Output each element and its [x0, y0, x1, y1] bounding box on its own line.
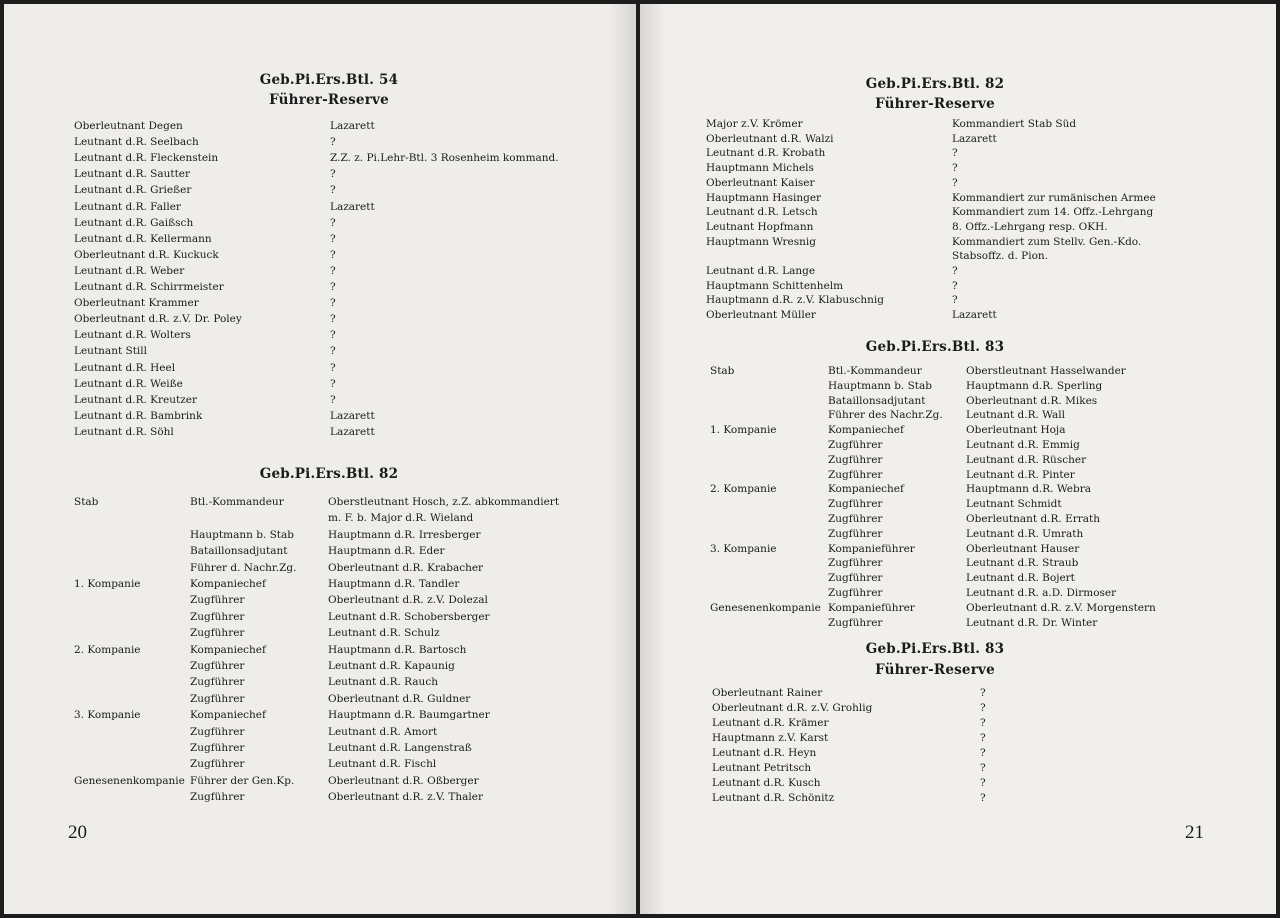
staff-entry-role: Zugführer	[190, 758, 245, 771]
reserve-entry-status: Lazarett	[330, 120, 375, 132]
staff-entry-person: Leutnant d.R. a.D. Dirmoser	[966, 587, 1117, 599]
reserve-entry-name: Leutnant d.R. Sautter	[74, 168, 191, 181]
reserve-entry-name: Oberleutnant d.R. Walzi	[706, 132, 834, 145]
staff-entry-person: Oberleutnant d.R. Krabacher	[328, 561, 484, 574]
reserve54-title: Geb.Pi.Ers.Btl. 54	[259, 72, 399, 88]
left-page	[4, 4, 636, 914]
reserve-entry-status: 8. Offz.-Lehrgang resp. OKH.	[952, 220, 1108, 233]
reserve-entry-status: ?	[330, 329, 336, 342]
staff-entry-role: Hauptmann b. Stab	[828, 379, 932, 392]
reserve-entry-name: Leutnant d.R. Weiße	[74, 377, 183, 390]
reserve-entry-name: Hauptmann Wresnig	[706, 235, 816, 248]
reserve-entry-status: ?	[330, 248, 336, 261]
staff-entry-role: Bataillonsadjutant	[828, 394, 926, 407]
reserve-entry-status: Lazarett	[330, 200, 375, 213]
staff-entry-person: Oberleutnant d.R. z.V. Dolezal	[328, 594, 488, 607]
reserve82-title: Geb.Pi.Ers.Btl. 82	[865, 76, 1005, 92]
staff-entry-person: Leutnant d.R. Umrath	[966, 527, 1084, 540]
staff-entry-unit: 2. Kompanie	[74, 643, 141, 656]
reserve-entry-status: Kommandiert zum 14. Offz.-Lehrgang	[952, 206, 1154, 219]
reserve-entry-status: ?	[980, 687, 986, 699]
reserve-entry-status: ?	[980, 717, 986, 729]
staff-entry-unit: Stab	[74, 496, 99, 508]
reserve-entry-status: ?	[980, 762, 986, 774]
staff-entry-role: Kompaniechef	[828, 424, 904, 437]
staff-entry-role: Kompaniechef	[190, 578, 266, 590]
reserve-entry-status: ?	[980, 747, 986, 759]
reserve82-subtitle: Führer-Reserve	[875, 96, 995, 112]
reserve-entry-name: Leutnant Still	[74, 345, 147, 358]
staff-entry-person: Oberleutnant Hoja	[966, 424, 1066, 437]
reserve-entry-status: Kommandiert zur rumänischen Armee	[952, 191, 1156, 204]
reserve-entry-name: Oberleutnant Kaiser	[706, 176, 815, 189]
staff-entry-person: Oberleutnant d.R. Guldner	[328, 692, 471, 705]
reserve-entry-status: ?	[330, 184, 336, 197]
reserve-entry-name: Oberleutnant Müller	[706, 309, 816, 322]
staff-entry-person: Hauptmann d.R. Tandler	[328, 578, 460, 590]
reserve-entry-name: Leutnant Hopfmann	[706, 220, 814, 233]
reserve-entry-name: Leutnant d.R. Faller	[74, 200, 181, 213]
staff-entry-person: Hauptmann d.R. Eder	[328, 545, 445, 558]
staff-entry-role: Zugführer	[828, 439, 883, 451]
staff-entry-role: Führer der Gen.Kp.	[190, 774, 295, 787]
staff-entry-person: Leutnant d.R. Rüscher	[966, 453, 1087, 466]
reserve-entry-status: ?	[980, 702, 986, 714]
staff-entry-role: Zugführer	[828, 572, 883, 585]
reserve-entry-status: ?	[952, 294, 958, 307]
reserve-entry-name: Major z.V. Krömer	[706, 118, 803, 130]
reserve-entry-name: Leutnant d.R. Wolters	[74, 329, 191, 342]
staff-entry-role: Führer d. Nachr.Zg.	[190, 561, 297, 574]
reserve-entry-status: Lazarett	[330, 425, 375, 438]
staff-entry-role: Zugführer	[190, 692, 245, 705]
staff-entry-role: Kompanieführer	[828, 601, 915, 614]
right-page	[640, 4, 1276, 914]
staff-entry-role: Btl.-Kommandeur	[190, 496, 284, 508]
staff-entry-person: Oberleutnant d.R. Oßberger	[328, 774, 479, 787]
staff-entry-person: Oberstleutnant Hasselwander	[966, 365, 1126, 377]
reserve-entry-name: Leutnant d.R. Krämer	[712, 717, 829, 729]
reserve-entry-name: Leutnant d.R. Fleckenstein	[74, 152, 219, 165]
reserve-entry-status: ?	[330, 168, 336, 181]
reserve-entry-status: ?	[980, 792, 986, 804]
staff-entry-role: Bataillonsadjutant	[190, 545, 288, 558]
reserve54-subtitle: Führer-Reserve	[269, 92, 389, 108]
staff-entry-unit: 2. Kompanie	[710, 483, 777, 496]
staff-entry-unit: 3. Kompanie	[74, 709, 141, 722]
staff-entry-role: Zugführer	[190, 725, 245, 738]
staff-entry-unit: Genesenenkompanie	[710, 601, 821, 614]
reserve-entry-name: Leutnant d.R. Kreutzer	[74, 393, 197, 406]
staff-entry-role: Hauptmann b. Stab	[190, 528, 294, 541]
reserve-entry-name: Leutnant d.R. Seelbach	[74, 136, 199, 149]
page-gutter-shadow	[610, 4, 636, 914]
staff-entry-unit: Stab	[710, 365, 735, 377]
staff-entry-role: Kompanieführer	[828, 542, 915, 555]
reserve-entry-name: Hauptmann z.V. Karst	[712, 732, 829, 744]
staff-entry-unit: 1. Kompanie	[710, 424, 777, 437]
staff-entry-person: Leutnant d.R. Emmig	[966, 439, 1080, 451]
reserve-entry-name: Oberleutnant Degen	[74, 120, 183, 132]
staff-entry-role: Zugführer	[828, 557, 883, 570]
page-gutter-shadow	[640, 4, 666, 914]
reserve-entry-name: Leutnant d.R. Lange	[706, 265, 816, 277]
staff-entry-unit: 1. Kompanie	[74, 578, 141, 590]
staff-entry-person: Leutnant d.R. Schobersberger	[328, 610, 490, 623]
reserve-entry-status: ?	[330, 136, 336, 149]
reserve-entry-name: Leutnant d.R. Heyn	[712, 747, 817, 759]
staff-entry-role: Zugführer	[190, 627, 245, 640]
staff-entry-person: Hauptmann d.R. Baumgartner	[328, 709, 490, 722]
reserve-entry-name: Hauptmann Hasinger	[706, 191, 822, 204]
staff-entry-person: Hauptmann d.R. Webra	[966, 483, 1091, 496]
reserve-entry-name: Oberleutnant Krammer	[74, 297, 199, 310]
reserve-entry-name: Hauptmann Michels	[706, 162, 814, 175]
reserve-entry-name: Leutnant Petritsch	[712, 762, 812, 774]
reserve-entry-status: ?	[330, 361, 336, 374]
reserve-entry-status: ?	[330, 232, 336, 245]
staff-entry-person: Leutnant d.R. Straub	[966, 557, 1079, 570]
reserve-entry-status: ?	[980, 732, 986, 744]
staff-entry-person: Leutnant d.R. Rauch	[328, 676, 438, 689]
reserve-entry-name: Leutnant d.R. Schönitz	[712, 792, 835, 804]
reserve-entry-status: ?	[330, 345, 336, 358]
reserve-entry-status: ?	[330, 264, 336, 277]
reserve-entry-name: Leutnant d.R. Krobath	[706, 147, 826, 160]
staff-entry-role: Kompaniechef	[828, 483, 904, 496]
staff-entry-person: Leutnant d.R. Kapaunig	[328, 660, 455, 672]
reserve-entry-name: Leutnant d.R. Schirrmeister	[74, 281, 224, 293]
reserve83-title: Geb.Pi.Ers.Btl. 83	[865, 641, 1005, 657]
reserve-entry-status: Kommandiert Stab Süd	[952, 118, 1077, 130]
reserve-entry-status: Stabsoffz. d. Pion.	[952, 250, 1049, 263]
reserve-entry-name: Leutnant d.R. Grießer	[74, 184, 192, 197]
staff-entry-person: Leutnant d.R. Dr. Winter	[966, 616, 1098, 629]
reserve-entry-name: Leutnant d.R. Bambrink	[74, 409, 203, 422]
staff-entry-person: Leutnant d.R. Langenstraß	[328, 742, 472, 754]
staff-entry-person: Oberleutnant d.R. Mikes	[966, 394, 1098, 407]
staff-entry-person: Hauptmann d.R. Bartosch	[328, 643, 467, 656]
reserve-entry-status: Z.Z. z. Pi.Lehr-Btl. 3 Rosenheim kommand.	[330, 152, 559, 165]
reserve-entry-name: Hauptmann Schittenhelm	[706, 279, 844, 292]
reserve-entry-name: Hauptmann d.R. z.V. Klabuschnig	[706, 294, 884, 307]
reserve-entry-name: Oberleutnant d.R. z.V. Dr. Poley	[74, 313, 242, 326]
staff-entry-role: Zugführer	[190, 610, 245, 623]
reserve-entry-name: Leutnant d.R. Kusch	[712, 777, 821, 789]
btl82-title: Geb.Pi.Ers.Btl. 82	[259, 466, 399, 482]
reserve-entry-name: Leutnant d.R. Kellermann	[74, 232, 212, 245]
reserve-entry-name: Leutnant d.R. Weber	[74, 264, 185, 277]
staff-entry-person: Oberleutnant d.R. z.V. Morgenstern	[966, 601, 1156, 614]
reserve-entry-name: Oberleutnant d.R. Kuckuck	[74, 248, 219, 261]
page-number: 21	[1185, 822, 1204, 843]
reserve-entry-status: ?	[952, 279, 958, 292]
staff-entry-role: Zugführer	[190, 742, 245, 754]
staff-entry-role: Zugführer	[190, 594, 245, 607]
staff-entry-role: Zugführer	[828, 513, 883, 525]
staff-entry-role: Kompaniechef	[190, 643, 266, 656]
reserve-entry-status: Lazarett	[330, 409, 375, 422]
staff-entry-person: Leutnant d.R. Pinter	[966, 468, 1075, 481]
reserve-entry-status: ?	[330, 377, 336, 390]
reserve-entry-status: ?	[330, 281, 336, 293]
reserve-entry-status: ?	[330, 313, 336, 326]
staff-entry-role: Zugführer	[828, 468, 883, 481]
btl83-title: Geb.Pi.Ers.Btl. 83	[865, 339, 1005, 355]
reserve-entry-status: ?	[330, 297, 336, 310]
reserve-entry-name: Oberleutnant d.R. z.V. Grohlig	[712, 702, 873, 714]
reserve-entry-status: ?	[952, 265, 958, 277]
staff-entry-person: Oberstleutnant Hosch, z.Z. abkommandiert	[328, 496, 560, 508]
staff-entry-role: Zugführer	[828, 453, 883, 466]
staff-entry-person: Leutnant d.R. Bojert	[966, 572, 1075, 585]
reserve-entry-name: Leutnant d.R. Letsch	[706, 206, 818, 219]
staff-entry-role: Zugführer	[190, 660, 245, 672]
page-number: 20	[68, 822, 87, 843]
reserve-entry-status: ?	[980, 777, 986, 789]
staff-entry-role: Btl.-Kommandeur	[828, 365, 922, 377]
staff-entry-person: Oberleutnant d.R. Errath	[966, 513, 1101, 525]
staff-entry-person: Hauptmann d.R. Sperling	[966, 379, 1103, 392]
reserve-entry-status: ?	[952, 176, 958, 189]
reserve-entry-name: Leutnant d.R. Söhl	[74, 425, 174, 438]
reserve-entry-status: Lazarett	[952, 309, 997, 322]
staff-entry-role: Zugführer	[828, 587, 883, 599]
reserve-entry-status: ?	[330, 216, 336, 229]
staff-entry-role: Zugführer	[190, 676, 245, 689]
staff-entry-person: Leutnant Schmidt	[966, 498, 1062, 511]
staff-entry-role: Kompaniechef	[190, 709, 266, 722]
reserve83-subtitle: Führer-Reserve	[875, 662, 995, 678]
reserve-entry-status: Lazarett	[952, 132, 997, 145]
staff-entry-person: m. F. b. Major d.R. Wieland	[328, 512, 474, 525]
staff-entry-person: Leutnant d.R. Amort	[328, 725, 438, 738]
staff-entry-person: Hauptmann d.R. Irresberger	[328, 528, 481, 541]
reserve-entry-name: Leutnant d.R. Heel	[74, 361, 176, 374]
staff-entry-role: Zugführer	[828, 527, 883, 540]
reserve-entry-status: ?	[330, 393, 336, 406]
staff-entry-person: Oberleutnant Hauser	[966, 542, 1080, 555]
reserve-entry-status: ?	[952, 147, 958, 160]
staff-entry-role: Zugführer	[190, 791, 245, 804]
staff-entry-person: Leutnant d.R. Wall	[966, 409, 1066, 422]
reserve-entry-status: Kommandiert zum Stellv. Gen.-Kdo.	[952, 235, 1142, 248]
staff-entry-unit: 3. Kompanie	[710, 542, 777, 555]
staff-entry-role: Zugführer	[828, 498, 883, 511]
staff-entry-unit: Genesenenkompanie	[74, 774, 185, 787]
reserve-entry-status: ?	[952, 162, 958, 175]
staff-entry-person: Leutnant d.R. Schulz	[328, 627, 440, 640]
reserve-entry-name: Oberleutnant Rainer	[712, 687, 823, 699]
staff-entry-person: Oberleutnant d.R. z.V. Thaler	[328, 791, 484, 804]
staff-entry-role: Zugführer	[828, 616, 883, 629]
staff-entry-person: Leutnant d.R. Fischl	[328, 758, 437, 771]
reserve-entry-name: Leutnant d.R. Gaißsch	[74, 216, 194, 229]
staff-entry-role: Führer des Nachr.Zg.	[828, 409, 943, 422]
